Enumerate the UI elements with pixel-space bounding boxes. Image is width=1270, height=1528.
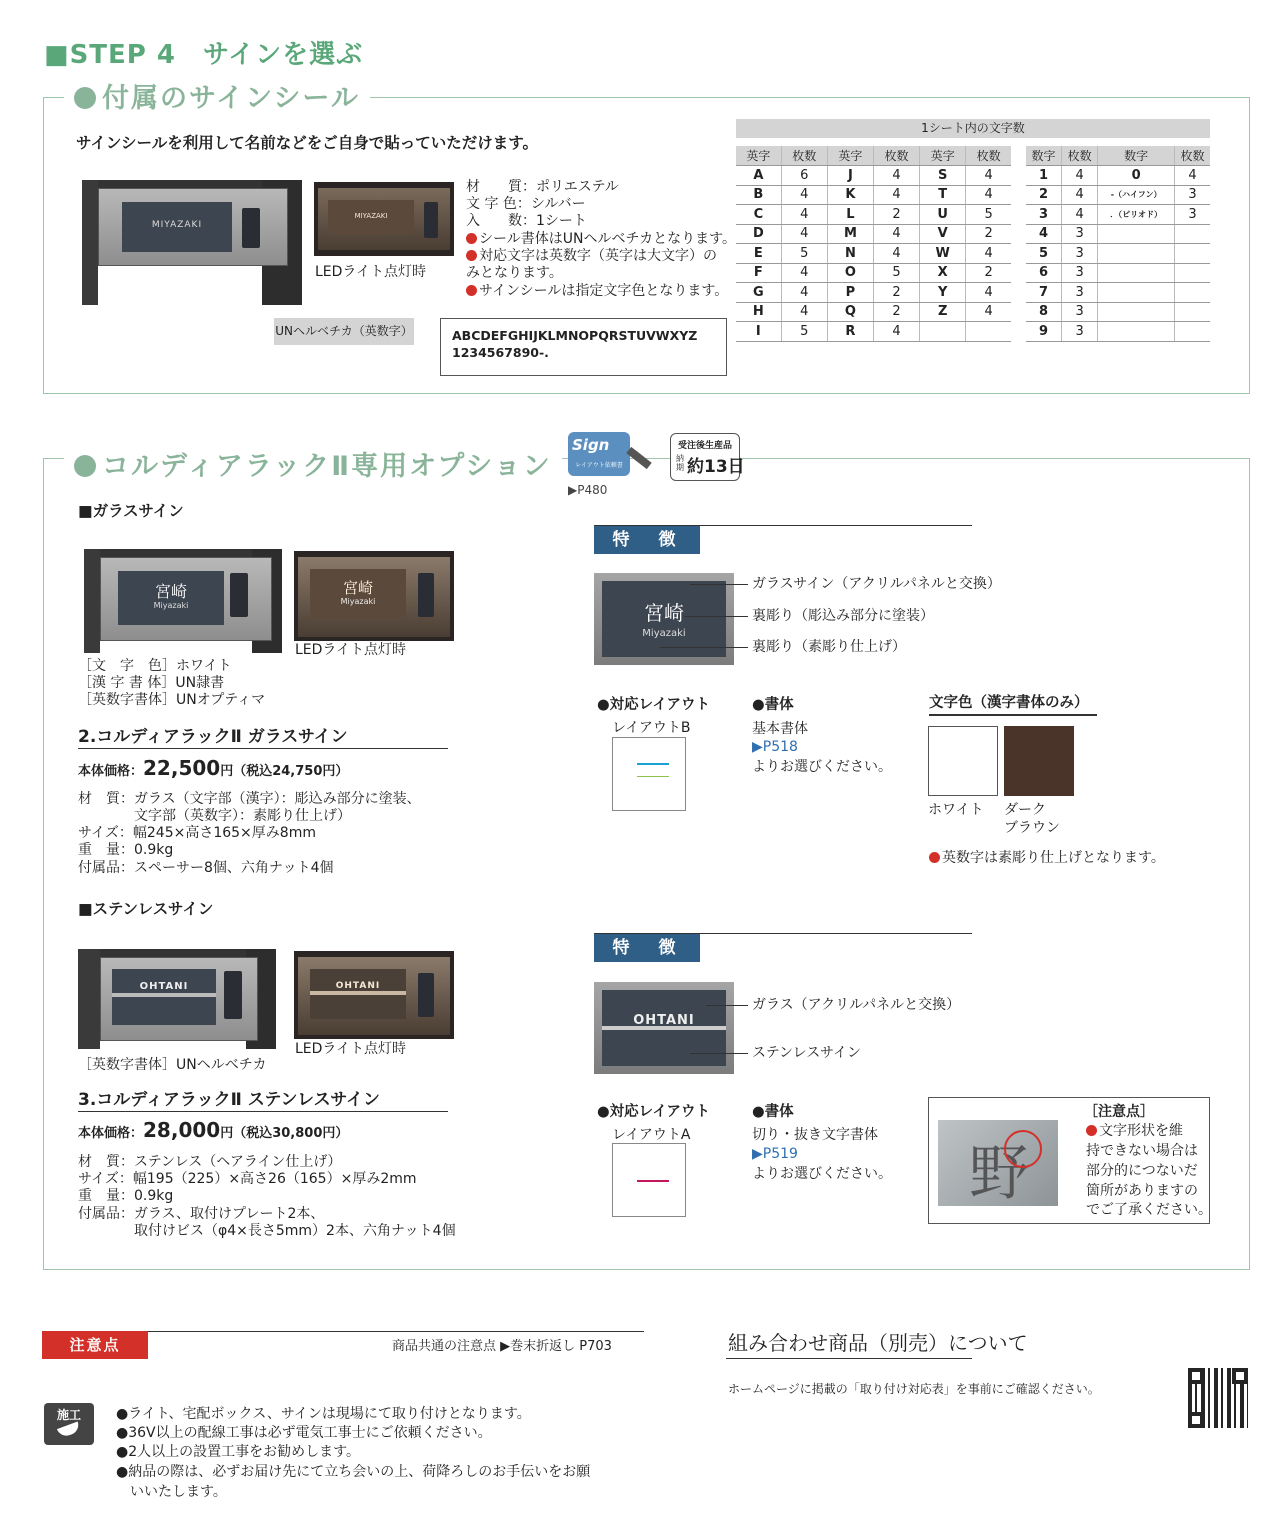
- section-seal-heading: 付属のサインシール: [64, 76, 370, 115]
- glass-attr-color: ［文 字 色］ホワイト: [78, 658, 232, 674]
- font-label: UNヘルベチカ（英数字）: [274, 318, 414, 345]
- callout-line: [690, 584, 748, 585]
- stainless-led-caption: LEDライト点灯時: [295, 1041, 407, 1057]
- seal-note-font: シール書体はUNヘルベチカとなります。: [466, 231, 736, 249]
- color-name-dark: ダーク: [1004, 802, 1046, 818]
- intercom-icon: [418, 973, 434, 1017]
- glass-sign-photo: [84, 549, 282, 653]
- intercom-icon: [418, 573, 434, 617]
- glass-attr-kanji-font: ［漢 字 書 体］UN隷書: [78, 675, 225, 691]
- footer-common-note[interactable]: 商品共通の注意点 ▶巻末折返し P703: [392, 1339, 612, 1354]
- badge-page-ref[interactable]: ▶P480: [568, 483, 608, 497]
- closeup-stainless-name: OHTANI: [633, 1013, 695, 1028]
- circle-bullet-icon: [74, 87, 96, 109]
- glass-callout-paint: 裏彫り（彫込み部分に塗装）: [752, 608, 934, 624]
- intercom-icon: [242, 208, 260, 248]
- callout-line: [660, 647, 748, 648]
- stainless-attr-font: ［英数字書体］UNヘルベチカ: [78, 1057, 267, 1073]
- caution-line-5: でご了承ください。: [1086, 1202, 1212, 1218]
- mailbox-photo: [82, 180, 302, 305]
- divider: [726, 1358, 972, 1359]
- stainless-sign-led-photo: [294, 951, 454, 1039]
- callout-line: [690, 1053, 748, 1054]
- glass-spec-weight: 重 量：0.9kg: [78, 842, 174, 858]
- sign-layout-badge[interactable]: Sign レイアウト依頼書: [568, 432, 658, 482]
- glass-attr-alpha-font: ［英数字書体］UNオプティマ: [78, 692, 266, 708]
- color-name-brown: ブラウン: [1004, 820, 1060, 836]
- stainless-spec-weight: 重 量：0.9kg: [78, 1188, 174, 1204]
- footer-item-2: ●36V以上の配線工事は必ず電気工事士にご依頼ください。: [116, 1425, 492, 1441]
- glass-layout-title: ●対応レイアウト: [597, 697, 710, 713]
- glass-spec-size: サイズ：幅245×高さ165×厚み8mm: [78, 825, 316, 841]
- char-table-title: 1シート内の文字数: [736, 119, 1210, 138]
- glass-romaji: Miyazaki: [153, 601, 189, 610]
- stainless-font-title: ●書体: [752, 1104, 794, 1120]
- color-swatch-dark-brown[interactable]: [1004, 726, 1074, 796]
- seal-spec-qty: 入 数：1シート: [466, 213, 587, 229]
- divider: [148, 1331, 644, 1332]
- glass-led-caption: LEDライト点灯時: [295, 642, 407, 658]
- caution-line-1: 文字形状を維: [1086, 1121, 1183, 1141]
- glass-romaji-led: Miyazaki: [340, 597, 376, 606]
- caution-line-2: 持できない場合は: [1086, 1143, 1198, 1159]
- led-caption: LEDライト点灯時: [315, 264, 427, 280]
- glass-spec-material-cont: 文字部（英数字）：素彫り仕上げ）: [78, 808, 351, 824]
- stainless-name-led: OHTANI: [335, 981, 381, 991]
- delivery-badge: 受注後生産品 納期 約13日: [670, 433, 740, 481]
- glass-font-page-link[interactable]: ▶P518: [752, 739, 798, 755]
- stainless-layout-name: レイアウトA: [612, 1127, 691, 1143]
- layout-b-diagram: [612, 737, 686, 811]
- caution-photo: [938, 1120, 1058, 1209]
- stainless-spec-accessories: 付属品：ガラス、取付けプレート2本、: [78, 1206, 325, 1222]
- divider: [594, 525, 972, 526]
- stainless-spec-material: 材 質：ステンレス（ヘアライン仕上げ）: [78, 1154, 342, 1170]
- closeup-romaji: Miyazaki: [642, 628, 686, 639]
- combo-title: 組み合わせ商品（別売）について: [728, 1331, 1028, 1355]
- glass-spec-material: 材 質：ガラス（文字部（漢字）：彫込み部分に塗装、: [78, 791, 421, 807]
- callout-line: [684, 616, 748, 617]
- intercom-icon: [424, 202, 438, 238]
- circle-bullet-icon: [74, 455, 96, 477]
- footer-item-4-cont: いいたします。: [130, 1484, 227, 1500]
- footer-item-1: ●ライト、宅配ボックス、サインは現場にて取り付けとなります。: [116, 1406, 531, 1422]
- stainless-callout-sign: ステンレスサイン: [752, 1045, 861, 1061]
- stainless-callout-glass: ガラス（アクリルパネルと交換）: [752, 997, 961, 1013]
- glass-layout-name: レイアウトB: [612, 720, 691, 736]
- divider: [78, 1111, 448, 1112]
- number-count-table: 数字 枚数 数字 枚数 1 4 0 4 2 4 -（ハイフン） 3 3 4 ．（ピリオド） 3 4 3 5 3 6 3 7 3 8 3 9 3: [1026, 146, 1210, 342]
- section-option-heading: コルディアラックⅡ専用オプション: [64, 444, 562, 483]
- glass-font-title: ●書体: [752, 697, 794, 713]
- combo-text: ホームページに掲載の「取り付け対応表」を事前にご確認ください。: [728, 1382, 1100, 1396]
- color-swatch-white[interactable]: [928, 726, 998, 796]
- footer-item-3: ●2人以上の設置工事をお勧めします。: [116, 1444, 361, 1460]
- caution-title: ［注意点］: [1084, 1104, 1154, 1120]
- seal-name-sample-led: MIYAZAKI: [354, 212, 388, 220]
- seal-note-chars: 対応文字は英数字（英字は大文字）の: [466, 248, 717, 266]
- font-sample-letters: ABCDEFGHIJKLMNOPQRSTUVWXYZ: [452, 328, 698, 343]
- stainless-font-cut: 切り・抜き文字書体: [752, 1127, 878, 1143]
- stainless-spec-accessories-cont: 取付けビス（φ4×長さ5mm）2本、六角ナット4個: [78, 1223, 456, 1239]
- caution-line-4: 箇所がありますの: [1086, 1183, 1198, 1199]
- glass-sign-led-photo: [294, 551, 454, 641]
- caution-line-3: 部分的につないだ: [1086, 1163, 1198, 1179]
- color-name-white: ホワイト: [928, 802, 984, 818]
- stainless-feature-label: 特 徴: [594, 934, 700, 962]
- footer-caution-label: 注意点: [42, 1331, 148, 1359]
- seal-note-color: サインシールは指定文字色となります。: [466, 283, 728, 301]
- stainless-name: OHTANI: [139, 981, 189, 992]
- highlight-circle-icon: [1004, 1130, 1042, 1168]
- seal-spec-material: 材 質：ポリエステル: [466, 179, 619, 195]
- seal-intro: サインシールを利用して名前などをご自身で貼っていただけます。: [76, 134, 538, 152]
- glass-closeup-photo: [594, 573, 734, 665]
- pencil-icon: [626, 447, 651, 469]
- stainless-product-title: 3.コルディアラックⅡ ステンレスサイン: [78, 1090, 381, 1110]
- glass-price: 本体価格：22,500円（税込24,750円）: [78, 756, 349, 780]
- footer-item-4: ●納品の際は、必ずお届け先にて立ち会いの上、荷降ろしのお手伝いをお願: [116, 1464, 591, 1480]
- intercom-icon: [224, 971, 242, 1019]
- step-title: ■STEP 4 サインを選ぶ: [44, 40, 364, 70]
- stainless-spec-size: サイズ：幅195（225）×高さ26（165）×厚み2mm: [78, 1171, 417, 1187]
- glass-font-basic: 基本書体: [752, 721, 808, 737]
- seal-note-chars-cont: みとなります。: [466, 265, 563, 281]
- stainless-price: 本体価格：28,000円（税込30,800円）: [78, 1118, 349, 1142]
- glass-callout-plain: 裏彫り（素彫り仕上げ）: [752, 639, 906, 655]
- stainless-sign-photo: [78, 949, 276, 1049]
- closeup-kanji: 宮崎: [644, 601, 684, 625]
- seal-spec-color: 文 字 色：シルバー: [466, 196, 586, 212]
- glass-kanji-led: 宮崎: [342, 579, 373, 597]
- stainless-closeup-photo: [594, 982, 734, 1074]
- alpha-count-table: 英字 枚数 英字 枚数 英字 枚数 A 6 J 4 S 4 B 4 K 4 T 4 C 4 L 2 U 5 D 4 M 4 V 2 E 5 N 4 W 4 F 4 O 5 X 2 G 4 P 2 Y 4 H 4 Q 2 Z 4 I 5 R 4: [736, 146, 1011, 342]
- layout-a-diagram: [612, 1143, 686, 1217]
- glass-font-choose: よりお選びください。: [752, 759, 892, 775]
- seal-name-sample: MIYAZAKI: [151, 220, 203, 230]
- divider: [929, 714, 1097, 716]
- glass-spec-accessories: 付属品：スペーサー8個、六角ナット4個: [78, 860, 334, 876]
- glass-feature-label: 特 徴: [594, 526, 700, 554]
- stainless-font-choose: よりお選びください。: [752, 1166, 892, 1182]
- callout-line: [706, 1005, 748, 1006]
- stainless-layout-title: ●対応レイアウト: [597, 1104, 710, 1120]
- glass-product-title: 2.コルディアラックⅡ ガラスサイン: [78, 727, 348, 747]
- divider: [78, 748, 448, 749]
- trowel-icon: [57, 1422, 81, 1439]
- glass-callout-panel: ガラスサイン（アクリルパネルと交換）: [752, 576, 1001, 592]
- glass-kanji: 宮崎: [154, 582, 187, 601]
- glass-sign-label: ■ガラスサイン: [78, 502, 184, 520]
- glass-color-note: 英数字は素彫り仕上げとなります。: [929, 850, 1165, 868]
- caution-glyph: 野: [969, 1139, 1029, 1209]
- font-sample-numbers: 1234567890-.: [452, 345, 549, 360]
- stainless-sign-label: ■ステンレスサイン: [78, 900, 214, 918]
- intercom-icon: [230, 573, 248, 617]
- qr-code-icon[interactable]: [1188, 1368, 1248, 1428]
- stainless-font-page-link[interactable]: ▶P519: [752, 1146, 798, 1162]
- glass-color-title: 文字色（漢字書体のみ）: [929, 695, 1089, 711]
- mailbox-led-photo: [314, 182, 454, 256]
- construction-badge: 施工: [44, 1403, 94, 1445]
